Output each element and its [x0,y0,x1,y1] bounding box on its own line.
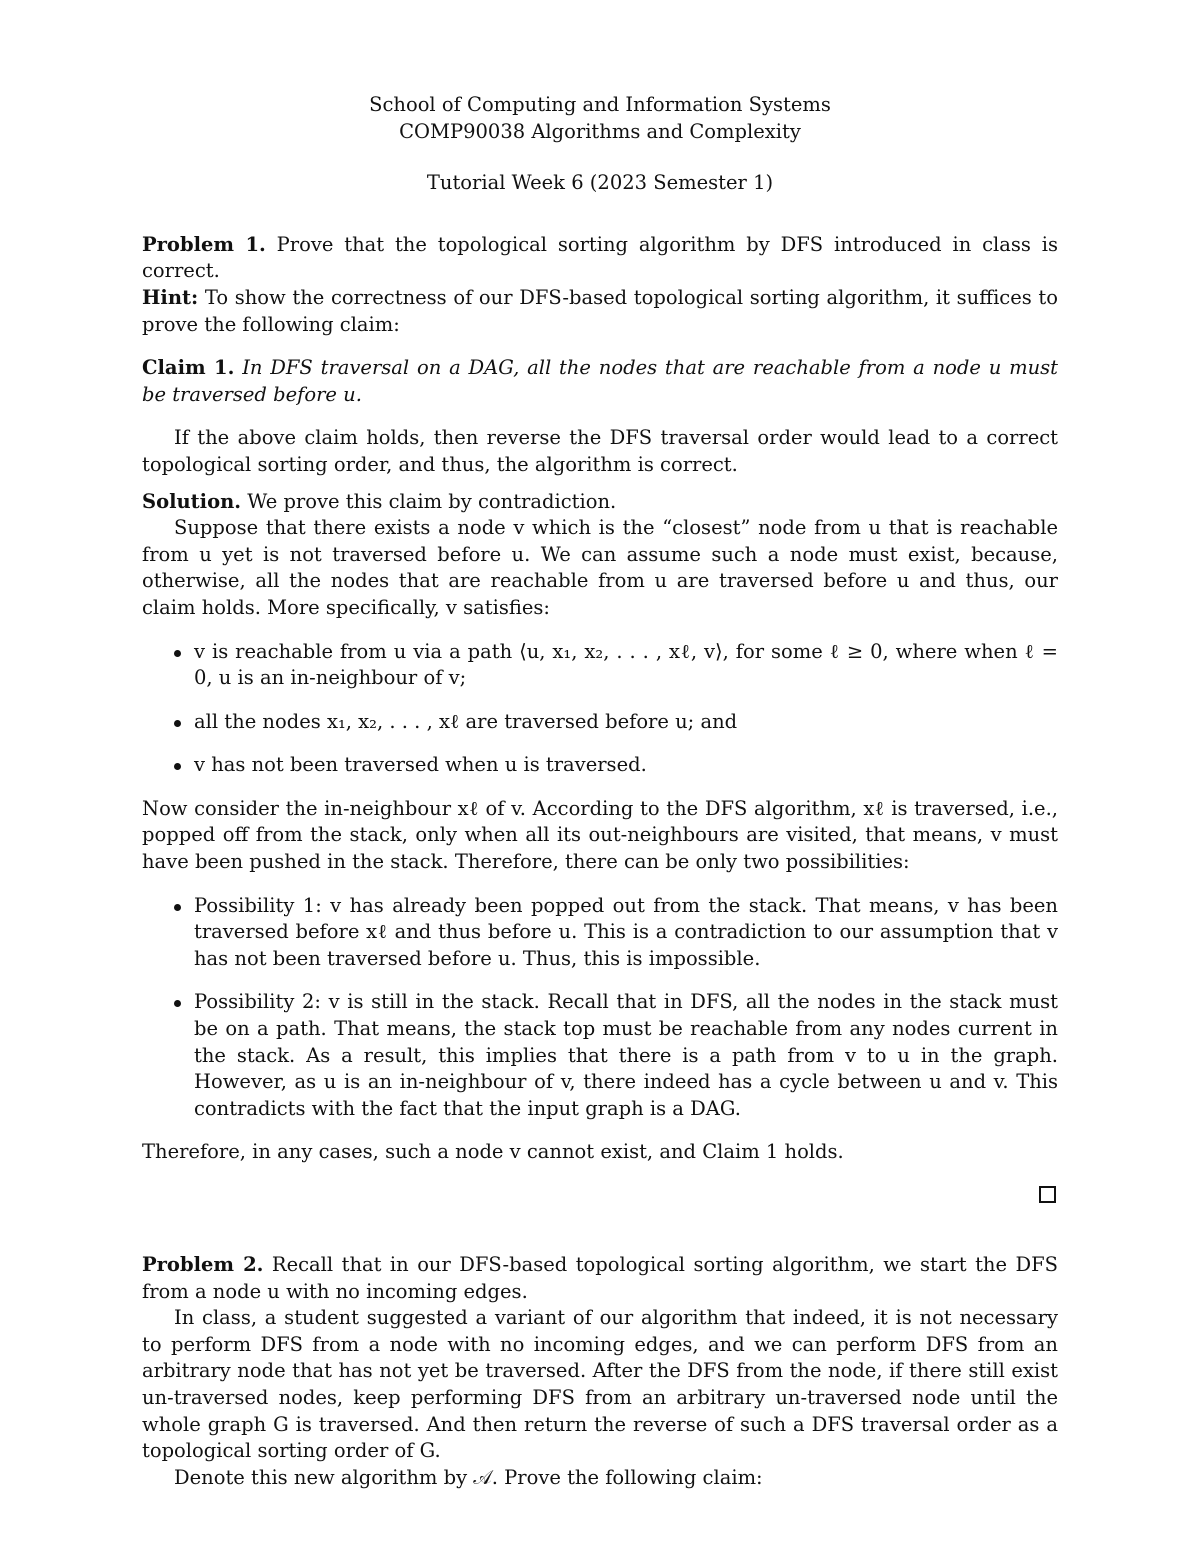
list-item: all the nodes x₁, x₂, . . . , xℓ are traversed before u; and [142,709,1058,736]
claim-1 [142,355,1058,408]
qed-square-icon [1039,1186,1056,1203]
qed-row [142,1184,1058,1210]
hint-label: Hint: [142,285,199,309]
solution-intro: We prove this claim by contradiction. [241,489,617,513]
problem-2-label: Problem 2. [142,1253,264,1276]
solution-paragraph-1: Suppose that there exists a node v which is the “closest” node from u that is reachable from u yet is not traversed before u. We can assume such a node must exist, because, otherwise, all the nodes that are reachable from u are traversed before u and thus, our claim holds. More specifically, v satisfies: [142,516,1058,619]
school-name: School of Computing and Information Systems [369,93,831,116]
solution-paragraph-2: Now consider the in-neighbour xℓ of v. According to the DFS algorithm, xℓ is traversed, i.e., popped off from the stack, only when all its out-neighbours are visited, that means, v must have been pushed in the stack. Therefore, there can be only two possibilities: [142,796,1058,874]
bullet-icon [174,904,181,911]
hint-text: To show the correctness of our DFS-based topological sorting algorithm, it suffices to prove the following claim: [142,285,1058,336]
bullet-icon [174,720,181,727]
tutorial-title: Tutorial Week 6 (2023 Semester 1) [426,171,774,195]
problem-1-statement [142,232,1058,338]
problem-2-text: Recall that in our DFS-based topological sorting algorithm, we start the DFS from a node u with no incoming edges. [142,1253,1058,1303]
list-item: Possibility 1: v has already been popped out from the stack. That means, v has been traversed before xℓ and thus before u. This is a contradiction to our assumption that v has not been traversed before u. Thus, this is impossible. [142,893,1058,973]
claim-1-label: Claim 1. [142,356,235,380]
solution-conclusion: Therefore, in any cases, such a node v cannot exist, and Claim 1 holds. [142,1140,844,1164]
problem-1-text: Prove that the topological sorting algorithm by DFS introduced in class is correct. [142,232,1058,283]
claim-1-text: In DFS traversal on a DAG, all the nodes that are reachable from a node u must be traversed before u. [142,356,1059,406]
list-item: v is reachable from u via a path ⟨u, x₁, x₂, . . . , xℓ, v⟩, for some ℓ ≥ 0, where when ℓ = 0, u is an in-neighbour of v; [142,639,1058,692]
course-title: COMP90038 Algorithms and Complexity [399,119,801,143]
problem-1-label: Problem 1. [142,232,266,256]
document-page [142,92,1058,1491]
bullet-icon [174,650,181,657]
bullet-icon [174,763,181,770]
assumption-list [142,639,1058,779]
solution-heading [142,489,1058,516]
possibility-list [142,893,1058,1123]
problem-2-paragraph-2: Denote this new algorithm by 𝒜. Prove the following claim: [174,1465,763,1489]
bullet-icon [174,1000,181,1007]
problem-2-paragraph-1: In class, a student suggested a variant of our algorithm that indeed, it is not necessary to perform DFS from a node with no incoming edges, and we can perform DFS from an arbitrary node that has not yet be traversed. After the DFS from the node, if there still exist un-traversed nodes, keep performing DFS from an arbitrary un-traversed node until the whole graph G is traversed. And then return the reverse of such a DFS traversal order as a topological sorting order of G. [142,1306,1058,1463]
list-item: Possibility 2: v is still in the stack. Recall that in DFS, all the nodes in the stack must be on a path. That means, the stack top must be reachable from any nodes current in the stack. As a result, this implies that there is a path from v to u in the graph. However, as u is an in-neighbour of v, there indeed has a cycle between u and v. This contradicts with the fact that the input graph is a DAG. [142,989,1058,1122]
list-item: v has not been traversed when u is traversed. [142,752,1058,779]
problem-2-statement [142,1252,1058,1305]
claim-consequence-paragraph: If the above claim holds, then reverse the DFS traversal order would lead to a correct topological sorting order, and thus, the algorithm is correct. [142,426,1058,476]
solution-label: Solution. [142,489,242,513]
document-header [142,92,1058,197]
